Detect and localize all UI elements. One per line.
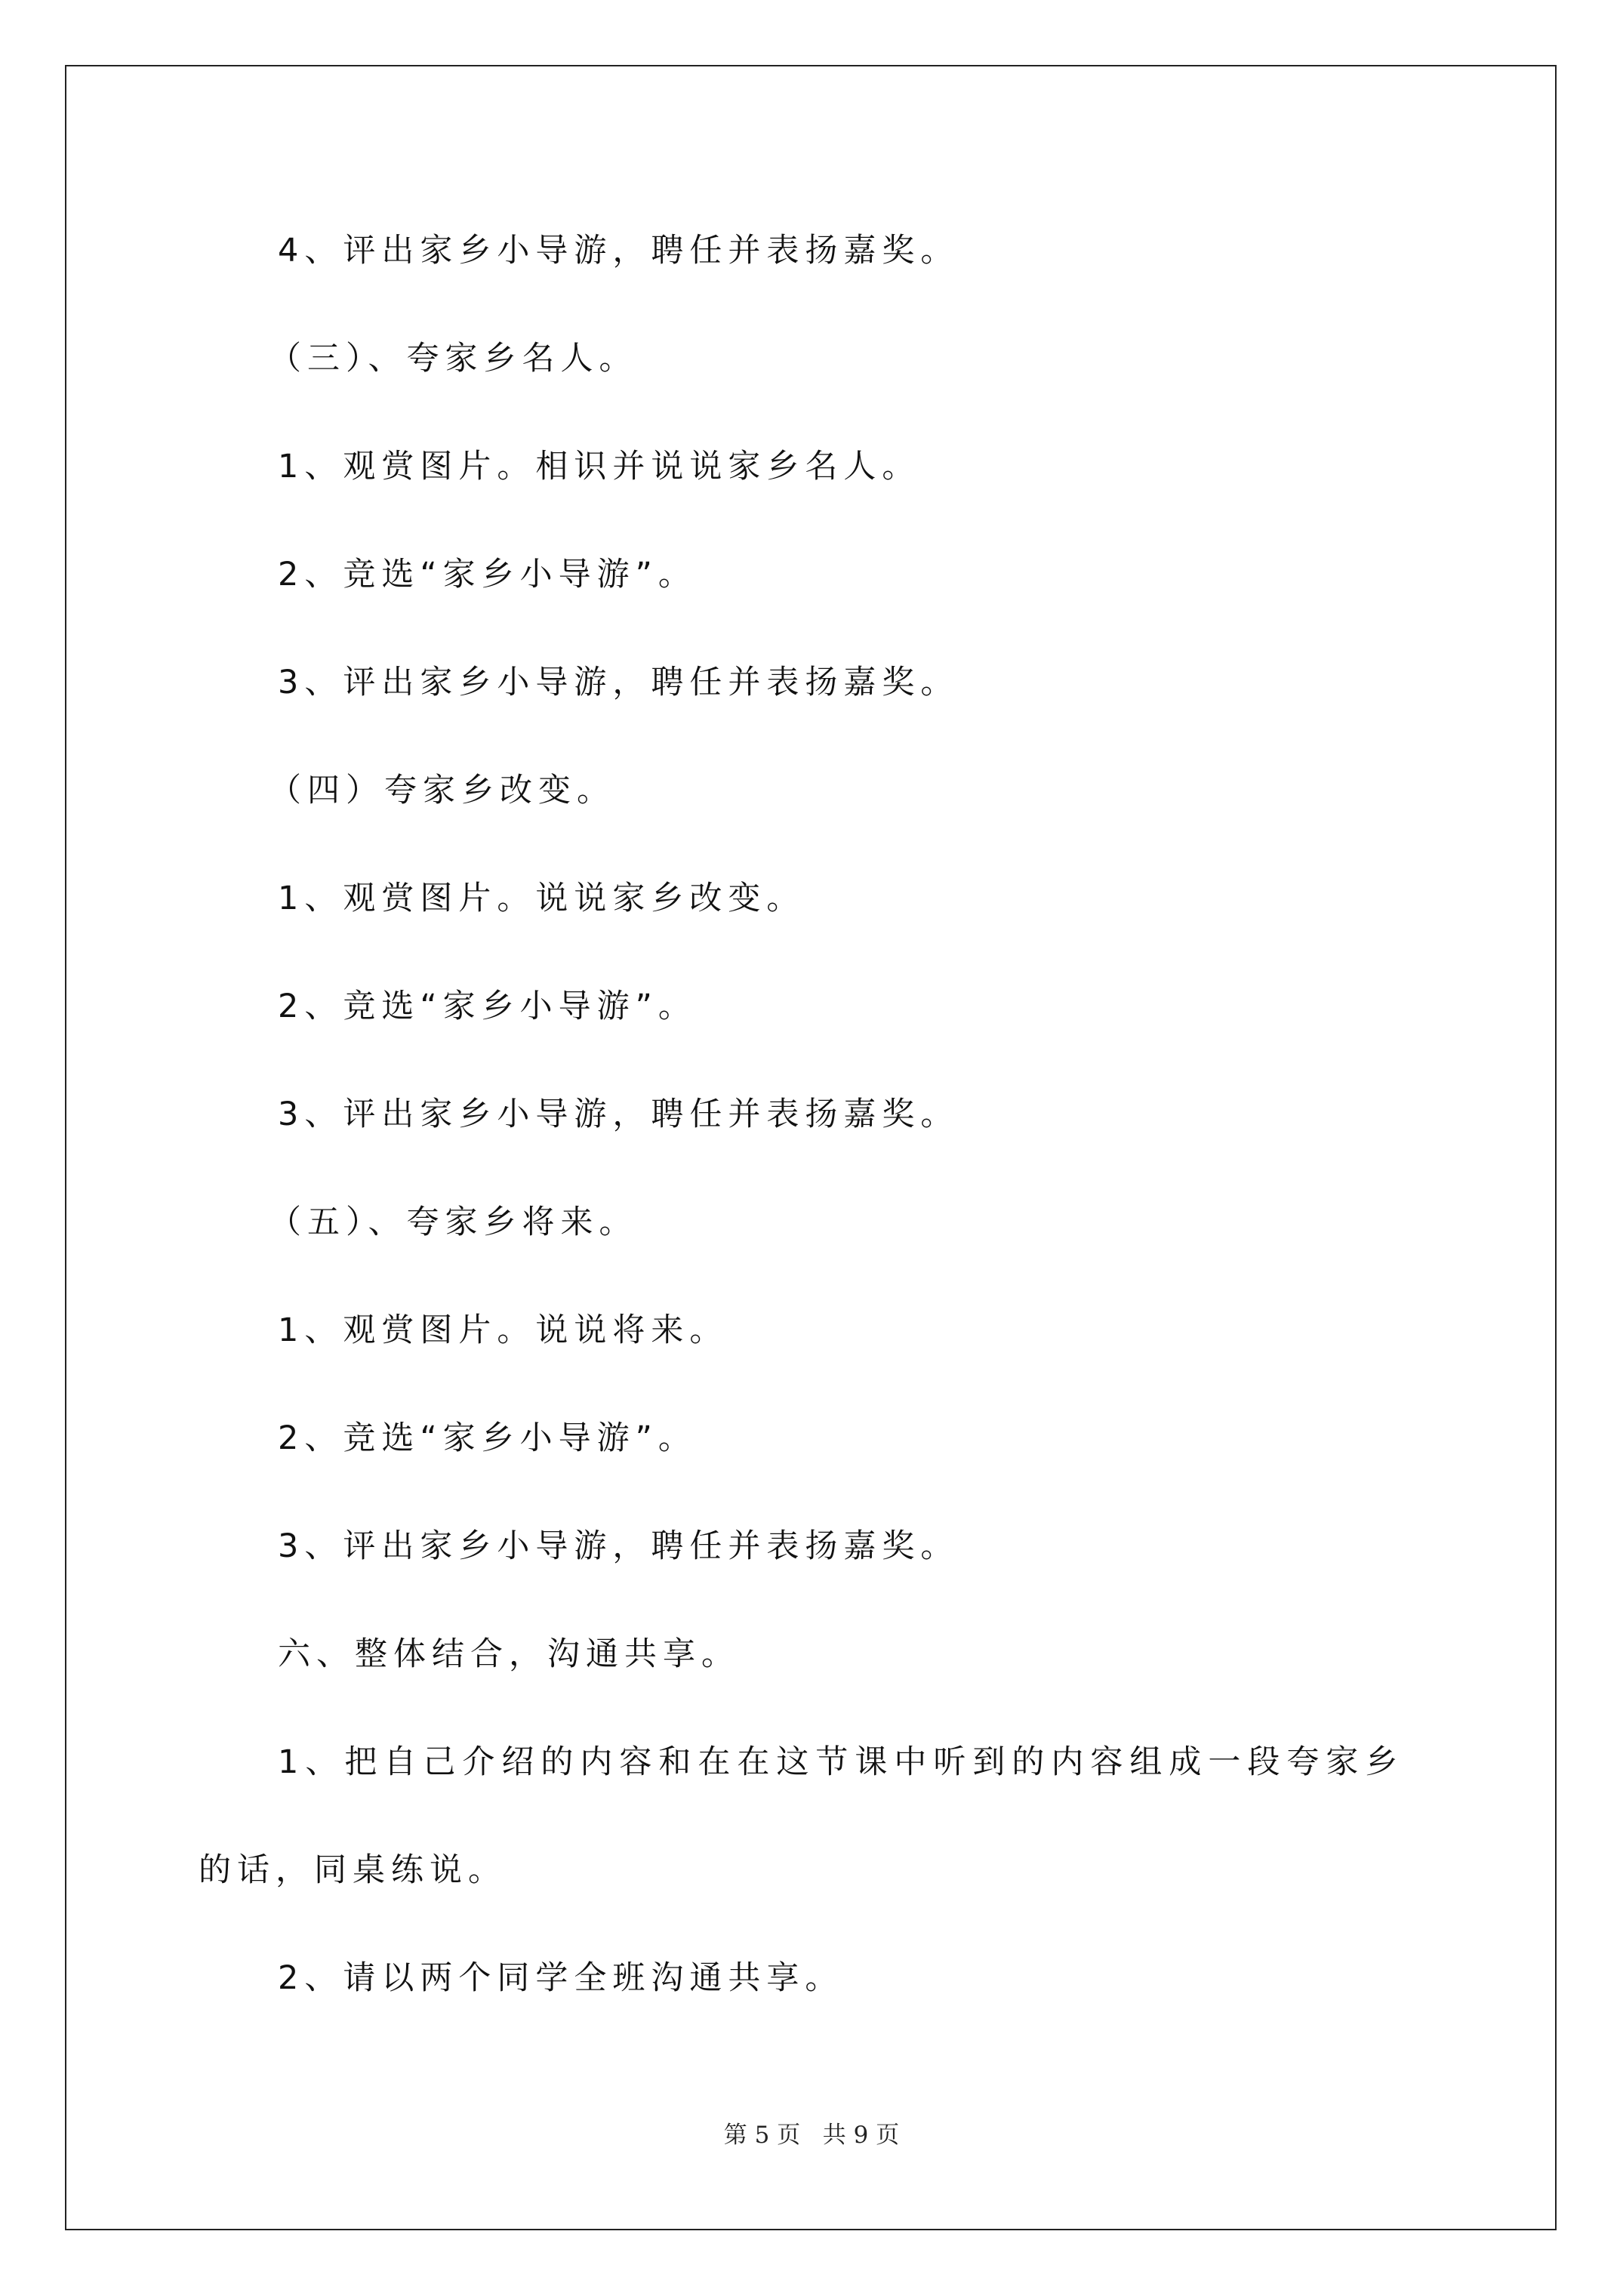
paragraph: 2、请以两个同学全班沟通共享。	[278, 1959, 844, 1997]
section-heading: （五）、夸家乡将来。	[269, 1203, 638, 1241]
paragraph: 3、评出家乡小导游，聘任并表扬嘉奖。	[278, 664, 959, 701]
page-total: 共 9 页	[822, 2122, 900, 2149]
paragraph: 3、评出家乡小导游，聘任并表扬嘉奖。	[278, 1096, 959, 1133]
section-heading: （四）夸家乡改变。	[269, 772, 615, 809]
paragraph: 3、评出家乡小导游，聘任并表扬嘉奖。	[278, 1527, 959, 1565]
paragraph: 4、评出家乡小导游，聘任并表扬嘉奖。	[278, 232, 959, 270]
paragraph: 2、竞选“家乡小导游”。	[278, 1419, 697, 1457]
paragraph: 2、竞选“家乡小导游”。	[278, 556, 697, 593]
paragraph: 1、观赏图片。说说将来。	[278, 1311, 728, 1349]
page-border	[65, 65, 1557, 2230]
section-heading: 六、整体结合，沟通共享。	[278, 1635, 740, 1673]
paragraph: 1、观赏图片。相识并说说家乡名人。	[278, 448, 921, 485]
page-footer	[0, 2120, 1623, 2150]
paragraph: 2、竞选“家乡小导游”。	[278, 988, 697, 1025]
page-number: 第 5 页	[723, 2122, 801, 2149]
section-heading: （三）、夸家乡名人。	[269, 340, 638, 378]
paragraph: 1、观赏图片。说说家乡改变。	[278, 880, 805, 917]
paragraph: 1、把自己介绍的内容和在在这节课中听到的内容组成一段夸家乡	[278, 1743, 1405, 1781]
paragraph-continuation: 的话，同桌练说。	[199, 1851, 507, 1889]
